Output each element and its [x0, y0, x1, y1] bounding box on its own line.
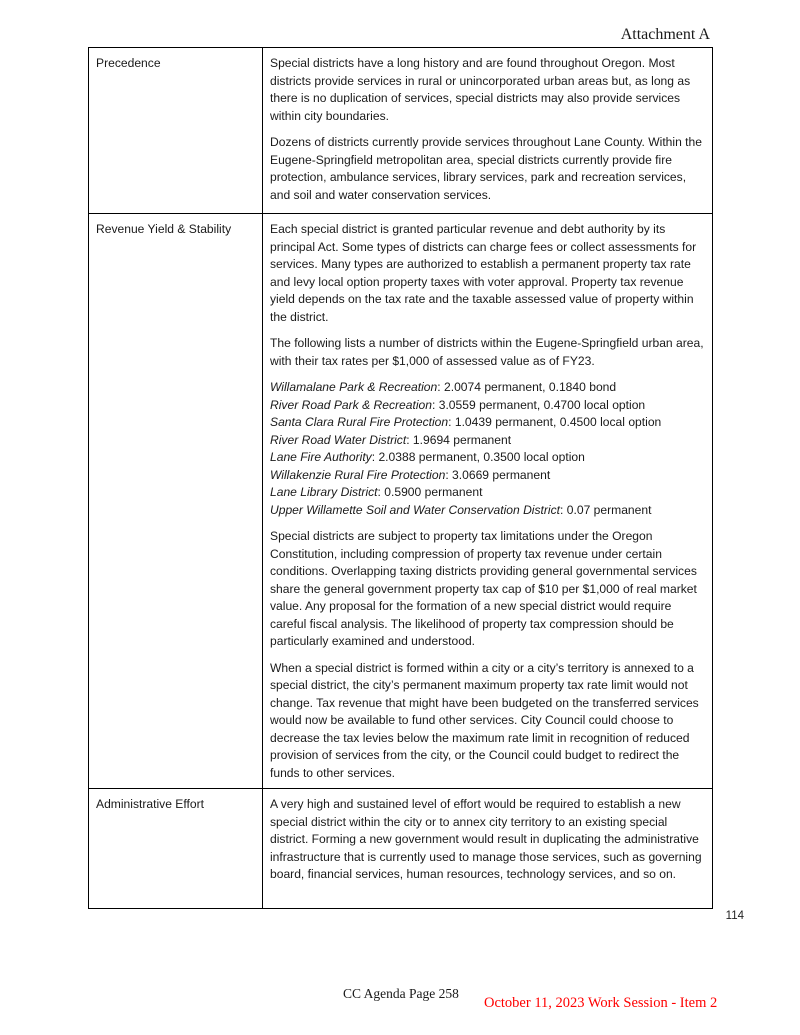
table-row-precedence	[89, 48, 713, 214]
comparison-table	[88, 47, 713, 909]
district-rate-list	[270, 379, 704, 519]
row-content-cell	[263, 789, 713, 909]
district-name: Willakenzie Rural Fire Protection	[270, 467, 446, 482]
district-name: Upper Willamette Soil and Water Conservation District	[270, 502, 561, 517]
row-content-cell	[263, 48, 713, 214]
district-name: Willamalane Park & Recreation	[270, 380, 438, 394]
cell-paragraph: A very high and sustained level of effort would be required to establish a new special district within the city or to annex city territory to an existing special district. Forming a new government would result in duplicating the administrative infrastructure that is currently used to manage those services, such as governing board, financial services, human resources, technology services, and so on.	[270, 797, 702, 881]
cell-paragraph: The following lists a number of districts within the Eugene-Springfield urban area, with their tax rates per $1,000 of assessed value as of FY23.	[270, 336, 704, 368]
district-rates: : 3.0669 permanent	[445, 467, 551, 482]
district-rate-line	[270, 467, 704, 485]
row-label: Revenue Yield & Stability	[96, 222, 232, 236]
district-rates: : 2.0388 permanent, 0.3500 local option	[371, 450, 585, 464]
district-rates: : 3.0559 permanent, 0.4700 local option	[432, 397, 646, 412]
district-rate-line	[270, 379, 704, 397]
footer-agenda-page: CC Agenda Page 258	[343, 986, 459, 1001]
district-rates: : 0.5900 permanent	[377, 485, 483, 499]
district-rates: : 1.0439 permanent, 0.4500 local option	[448, 415, 662, 429]
district-name: River Road Park & Recreation	[270, 397, 432, 412]
district-name: River Road Water District	[270, 432, 407, 447]
district-rate-line	[270, 502, 704, 520]
footer-work-session-stamp: October 11, 2023 Work Session - Item 2	[484, 995, 718, 1011]
cell-paragraph: Special districts are subject to property tax limitations under the Oregon Constitution, including compression of property tax revenue under certain conditions. Overlapping taxing districts providing general governmental services share the general government property tax cap of $10 per $1,000 of real market value. Any proposal for the formation of a new special district would require careful fiscal analysis. The likelihood of property tax compression should be particularly examined and understood.	[270, 529, 697, 648]
district-name: Lane Fire Authority	[270, 450, 372, 464]
cell-paragraph: Each special district is granted particular revenue and debt authority by its principal Act. Some types of districts can charge fees or collect assessments for services. Many types are authorized to establish a permanent property tax rate and levy local option property taxes with voter approval. Property tax revenue yield depends on the tax rate and the taxable assessed value of property within the district.	[270, 222, 697, 324]
attachment-label: Attachment A	[620, 26, 710, 43]
district-rate-line	[270, 397, 704, 415]
table-row-administrative-effort	[89, 789, 713, 909]
page-number: 114	[725, 910, 744, 922]
district-name: Lane Library District	[270, 485, 378, 499]
cell-paragraph: Dozens of districts currently provide services throughout Lane County. Within the Eugene-Springfield metropolitan area, special districts currently provide fire protection, ambulance services, library services, park and recreation services, and soil and water conservation services.	[270, 135, 702, 202]
row-label-cell	[89, 214, 263, 789]
district-rates: : 1.9694 permanent	[406, 432, 512, 447]
district-rate-line	[270, 449, 704, 467]
table-row-revenue-yield	[89, 214, 713, 789]
district-rate-line	[270, 484, 704, 502]
district-rate-line	[270, 414, 704, 432]
row-label: Administrative Effort	[96, 797, 204, 811]
district-name: Santa Clara Rural Fire Protection	[270, 415, 449, 429]
row-label-cell	[89, 48, 263, 214]
row-label: Precedence	[96, 56, 161, 70]
district-rates: : 2.0074 permanent, 0.1840 bond	[437, 380, 617, 394]
district-rate-line	[270, 432, 704, 450]
row-label-cell	[89, 789, 263, 909]
cell-paragraph: When a special district is formed within a city or a city’s territory is annexed to a special district, the city’s permanent maximum property tax rate limit would not change. Tax revenue that might have been budgeted on the transferred services would now be available to fund other services. City Council could choose to decrease the tax levies below the maximum rate limit in recognition of reduced provision of services from the city, or the Council could budget to redirect the funds to other services.	[270, 660, 699, 780]
cell-paragraph: Special districts have a long history and are found throughout Oregon. Most districts provide services in rural or unincorporated urban areas but, as long as there is no duplication of services, special districts may also provide services within city boundaries.	[270, 56, 691, 123]
row-content-cell	[263, 214, 713, 789]
district-rates: : 0.07 permanent	[560, 502, 652, 517]
